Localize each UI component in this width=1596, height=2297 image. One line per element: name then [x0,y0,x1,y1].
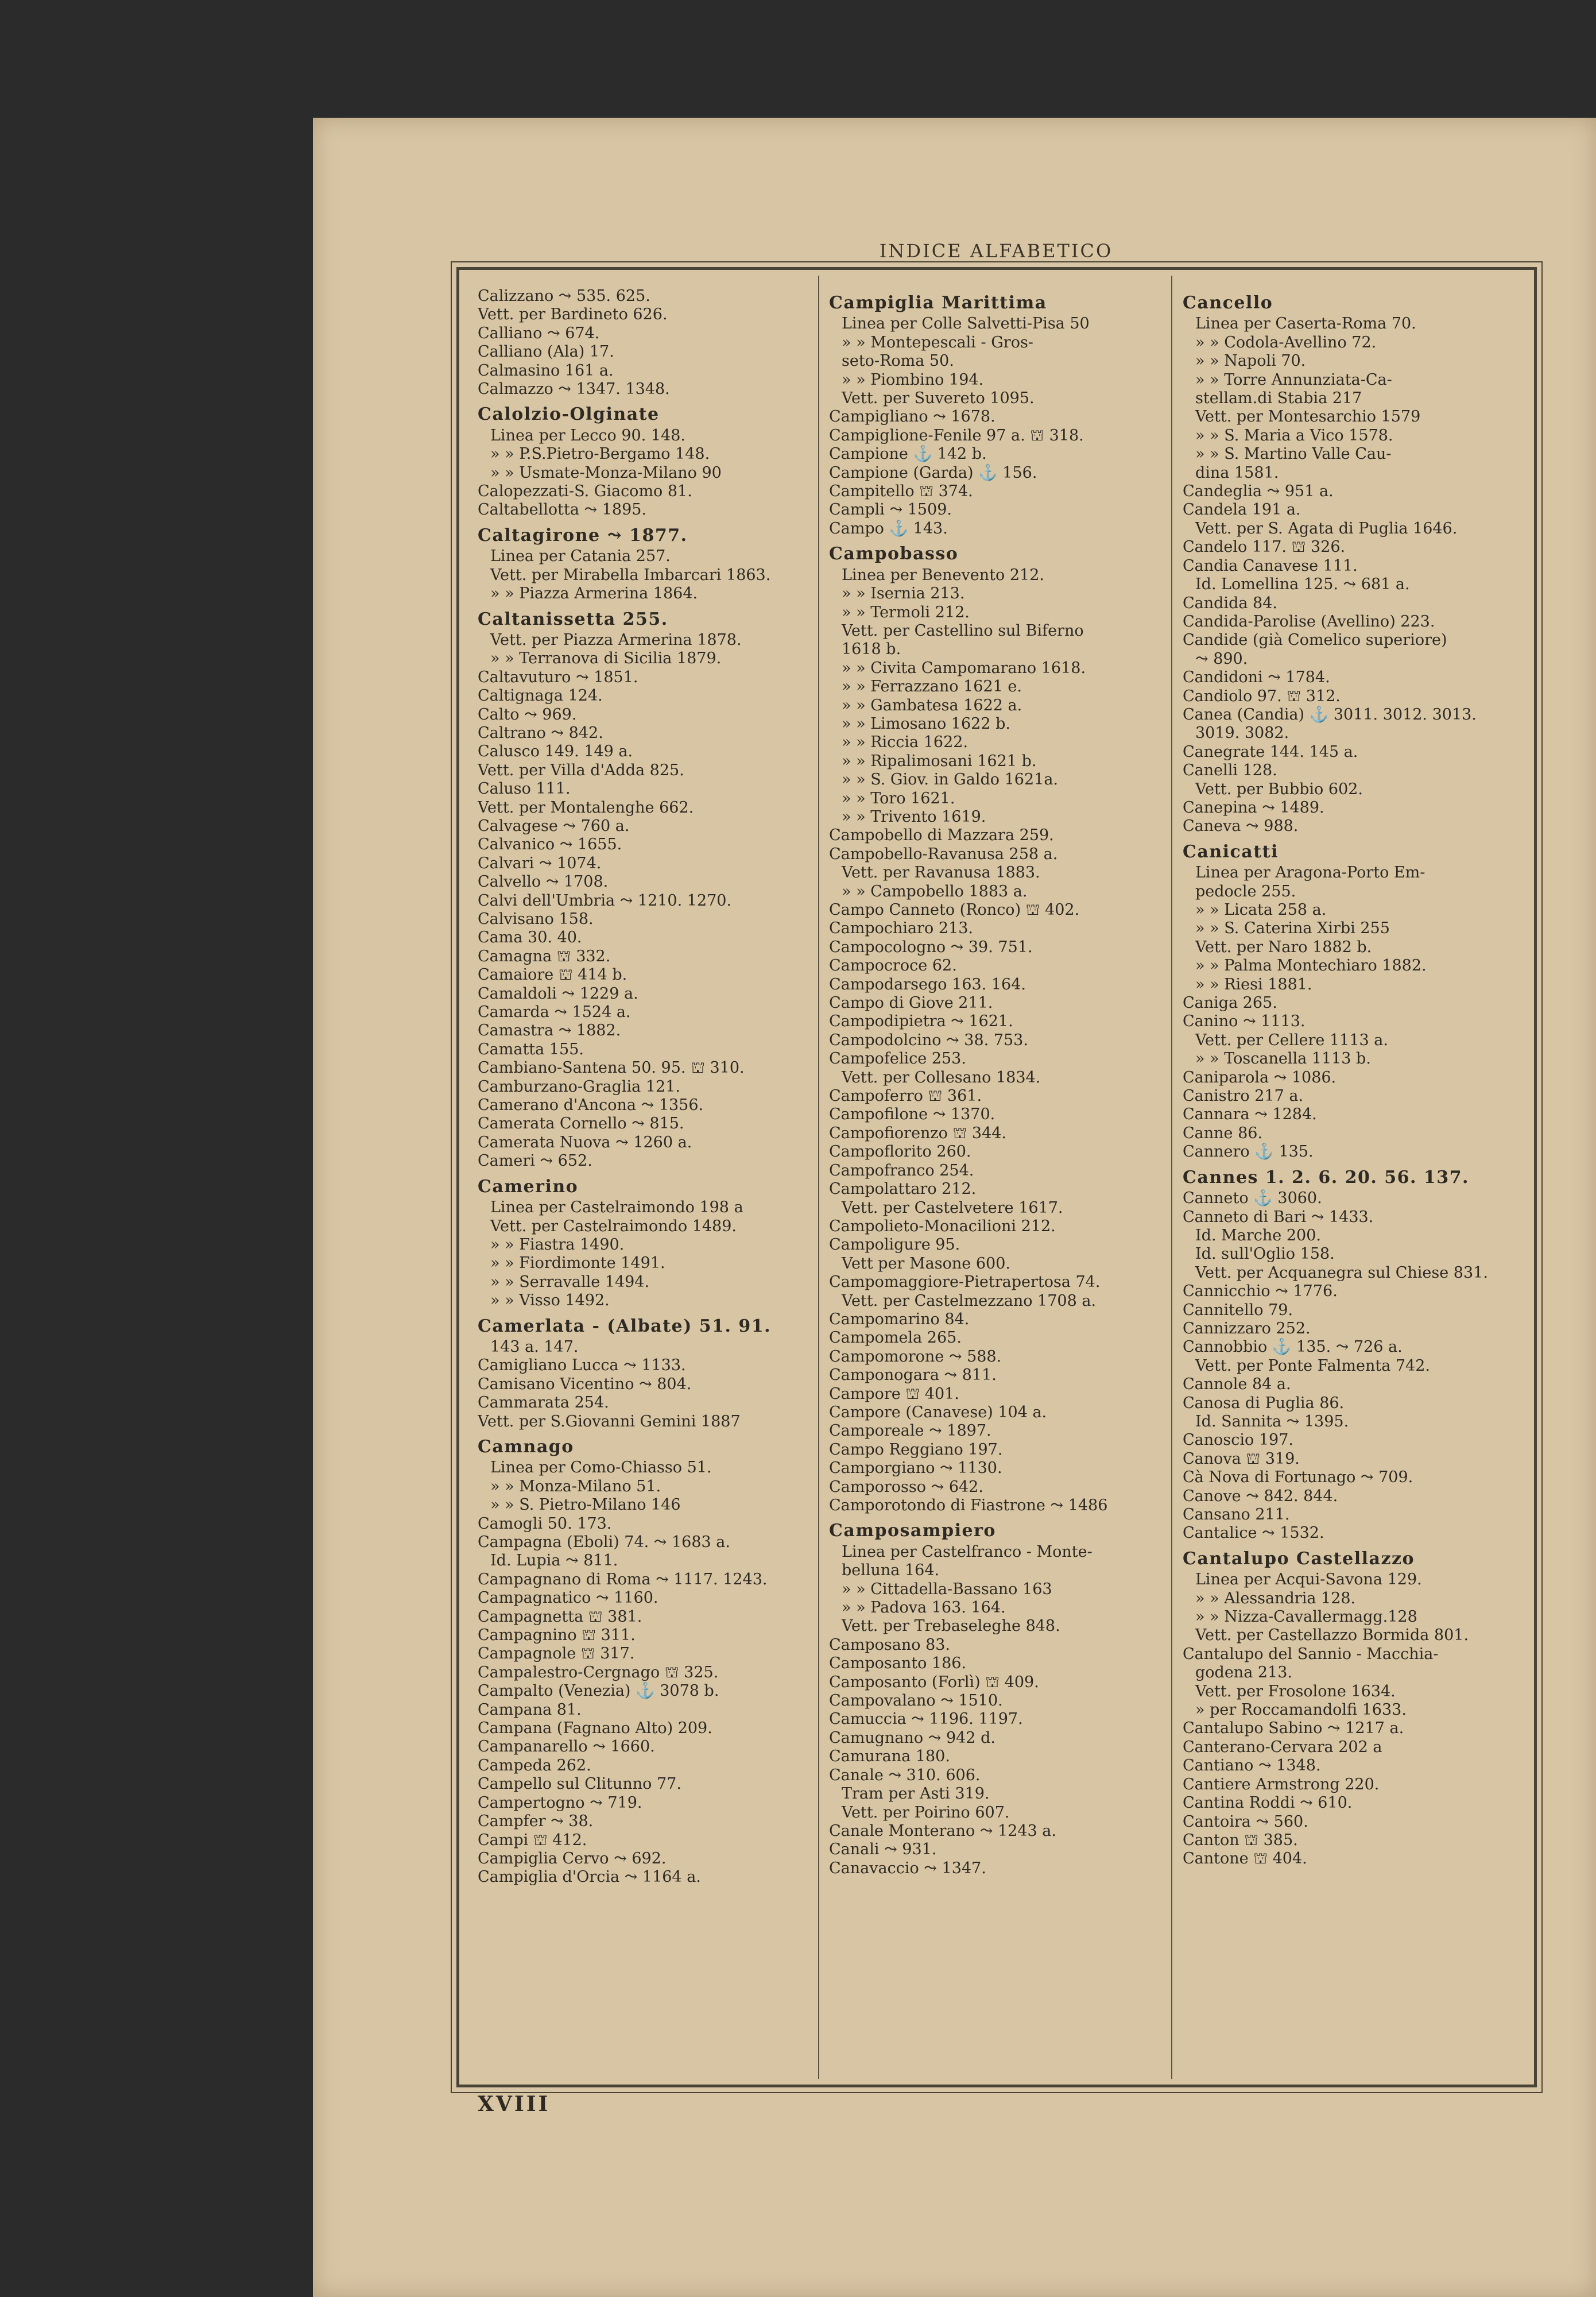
index-entry: ⤳ 890. [1195,649,1248,668]
index-entry: Campodarsego 163. 164. [829,975,1026,993]
index-entry: Id. Sannita ⤳ 1395. [1195,1412,1349,1430]
index-entry: Cambiano-Santena 50. 95. ⛫ 310. [478,1059,745,1077]
index-entry: Campli ⤳ 1509. [829,501,952,519]
index-entry: godena 213. [1195,1664,1292,1682]
index-entry: Calvagese ⤳ 760 a. [478,817,630,835]
index-heading: Canicatti [1183,842,1279,862]
index-entry: Camarda ⤳ 1524 a. [478,1003,631,1022]
index-entry: Canegrate 144. 145 a. [1183,743,1358,761]
index-entry: Campiglione-Fenile 97 a. ⛫ 318. [829,426,1084,444]
index-entry: Canistro 217 a. [1183,1087,1304,1105]
column-divider [818,276,819,2079]
index-entry: Cantone ⛫ 404. [1183,1850,1307,1868]
index-entry: Id. Lomellina 125. ⤳ 681 a. [1195,575,1410,594]
index-entry: Candelo 117. ⛫ 326. [1183,538,1346,556]
index-entry: Cantina Roddi ⤳ 610. [1183,1794,1353,1812]
index-entry: Cannara ⤳ 1284. [1183,1105,1317,1124]
index-entry: Cameri ⤳ 652. [478,1152,592,1170]
index-entry: » » S. Maria a Vico 1578. [1195,426,1393,444]
index-entry: Cannobbio ⚓ 135. ⤳ 726 a. [1183,1338,1403,1356]
index-entry: Calvi dell'Umbria ⤳ 1210. 1270. [478,891,732,910]
index-entry: » » Toscanella 1113 b. [1195,1050,1371,1068]
index-entry: Camisano Vicentino ⤳ 804. [478,1375,692,1393]
index-entry: Candia Canavese 111. [1183,556,1358,575]
index-heading: Camposampiero [829,1522,996,1541]
index-entry: Vett per Masone 600. [842,1254,1010,1273]
index-entry: Candeglia ⤳ 951 a. [1183,482,1334,501]
index-entry: Tram per Asti 319. [842,1785,990,1803]
index-entry: Campobello-Ravanusa 258 a. [829,845,1058,863]
index-entry: Vett. per Frosolone 1634. [1195,1682,1396,1700]
index-entry: Vett. per Montesarchio 1579 [1195,408,1421,426]
index-entry: Camagna ⛫ 332. [478,947,611,965]
index-entry: Calto ⤳ 969. [478,705,577,724]
index-entry: Cantiano ⤳ 1348. [1183,1757,1321,1775]
index-entry: » » Torre Annunziata-Ca- [1195,370,1392,389]
index-entry: Linea per Castelraimondo 198 a [490,1198,743,1217]
index-entry: » » Padova 163. 164. [842,1599,1006,1617]
index-entry: » » Terranova di Sicilia 1879. [490,649,722,668]
index-entry: » » S. Pietro-Milano 146 [490,1496,681,1514]
index-entry: » » Palma Montechiaro 1882. [1195,957,1427,975]
index-entry: » » S. Caterina Xirbi 255 [1195,919,1390,938]
index-entry: » » Montepescali - Gros- [842,333,1033,351]
index-entry: Campagnole ⛫ 317. [478,1645,635,1663]
index-entry: » » Alessandria 128. [1195,1589,1356,1607]
index-entry: Camporotondo di Fiastrone ⤳ 1486 [829,1496,1108,1514]
index-entry: Vett. per Castelraimondo 1489. [490,1217,737,1235]
index-entry: Campolieto-Monacilioni 212. [829,1217,1056,1235]
index-entry: » per Roccamandolfi 1633. [1195,1701,1407,1719]
index-entry: Canale ⤳ 310. 606. [829,1766,981,1784]
index-entry: Campertogno ⤳ 719. [478,1793,642,1812]
page-header: INDICE ALFABETICO [879,240,1113,262]
index-entry: Candida 84. [1183,594,1277,612]
index-entry: Candide (già Comelico superiore) [1183,631,1447,649]
index-entry: Vett. per Castellino sul Biferno [842,621,1084,640]
index-entry: Canneto di Bari ⤳ 1433. [1183,1208,1374,1226]
index-entry: Calizzano ⤳ 535. 625. [478,287,650,305]
index-entry: Linea per Catania 257. [490,547,671,566]
index-entry: Camaiore ⛫ 414 b. [478,966,627,984]
index-heading: Caltanissetta 255. [478,610,668,629]
index-entry: Camporgiano ⤳ 1130. [829,1459,1002,1478]
index-entry: Canove ⤳ 842. 844. [1183,1487,1338,1505]
index-entry: Camerano d'Ancona ⤳ 1356. [478,1096,704,1115]
index-heading: Camnago [478,1437,574,1457]
index-entry: Vett. per S. Agata di Puglia 1646. [1195,519,1458,537]
index-entry: 143 a. 147. [490,1337,579,1356]
index-entry: Calvisano 158. [478,910,594,928]
index-entry: Calvari ⤳ 1074. [478,854,602,872]
index-entry: Campalto (Venezia) ⚓ 3078 b. [478,1682,719,1700]
index-entry: Canea (Candia) ⚓ 3011. 3012. 3013. [1183,705,1477,724]
index-entry: Campofelice 253. [829,1050,966,1068]
index-entry: Canelli 128. [1183,761,1277,780]
index-entry: Cannero ⚓ 135. [1183,1143,1314,1161]
index-entry: Camuccia ⤳ 1196. 1197. [829,1710,1023,1728]
index-entry: Caluso 111. [478,780,571,798]
index-entry: Canosa di Puglia 86. [1183,1394,1345,1412]
index-entry: Camaldoli ⤳ 1229 a. [478,984,638,1003]
index-entry: Campoflorito 260. [829,1143,971,1161]
index-entry: Campeda 262. [478,1756,591,1774]
index-entry: » » Fiastra 1490. [490,1235,625,1254]
index-entry: Calliano (Ala) 17. [478,343,614,361]
index-entry: Campodolcino ⤳ 38. 753. [829,1031,1028,1049]
index-entry: Vett. per Collesano 1834. [842,1068,1041,1086]
index-entry: Campochiaro 213. [829,919,974,938]
index-entry: Candiolo 97. ⛫ 312. [1183,687,1341,705]
index-heading: Camerlata - (Albate) 51. 91. [478,1317,772,1336]
index-entry: Canton ⛫ 385. [1183,1831,1298,1849]
index-entry: 3019. 3082. [1195,724,1289,743]
page-folio: XVIII [478,2092,551,2116]
index-entry: Linea per Benevento 212. [842,566,1044,584]
index-entry: Canneto ⚓ 3060. [1183,1189,1322,1208]
index-column-2 [829,287,1168,2073]
index-entry: » » Riesi 1881. [1195,975,1312,993]
index-entry: Camurana 180. [829,1747,950,1766]
index-entry: Camposanto (Forlì) ⛫ 409. [829,1673,1039,1691]
index-entry: Vett. per Piazza Armerina 1878. [490,631,742,649]
index-entry: Campagnino ⛫ 311. [478,1626,636,1645]
index-entry: Campomarino 84. [829,1310,970,1328]
index-entry: Campomaggiore-Pietrapertosa 74. [829,1273,1101,1291]
index-entry: Cama 30. 40. [478,929,582,947]
index-entry: » » Piazza Armerina 1864. [490,585,698,603]
index-entry: Campiglia d'Orcia ⤳ 1164 a. [478,1868,701,1886]
index-heading: Campiglia Marittima [829,294,1047,313]
index-entry: Calmasino 161 a. [478,361,614,380]
index-entry: Id. sull'Oglio 158. [1195,1245,1335,1263]
index-entry: Calmazzo ⤳ 1347. 1348. [478,380,670,399]
index-entry: Calvello ⤳ 1708. [478,873,609,891]
index-entry: » » P.S.Pietro-Bergamo 148. [490,445,710,463]
index-entry: Campitello ⛫ 374. [829,482,973,501]
index-entry: Id. Marche 200. [1195,1226,1321,1244]
index-heading: Calolzio-Olginate [478,405,660,424]
index-entry: Camposanto 186. [829,1654,967,1673]
index-entry: Cannicchio ⤳ 1776. [1183,1282,1338,1301]
index-entry: Cansano 211. [1183,1506,1290,1523]
index-entry: Camerata Cornello ⤳ 815. [478,1115,684,1133]
index-entry: Id. Lupia ⤳ 811. [490,1552,618,1570]
index-entry: Cantoira ⤳ 560. [1183,1812,1308,1831]
index-entry: Canali ⤳ 931. [829,1840,937,1859]
index-entry: Canino ⤳ 1113. [1183,1012,1306,1031]
index-entry: » » Trivento 1619. [842,807,986,826]
index-entry: » » S. Martino Valle Cau- [1195,445,1392,463]
index-entry: Vett. per Villa d'Adda 825. [478,761,684,779]
index-entry: » » Ferrazzano 1621 e. [842,678,1022,696]
index-entry: Vett. per Bubbio 602. [1195,780,1363,798]
index-entry: Caltabellotta ⤳ 1895. [478,501,647,519]
index-entry: Canne 86. [1183,1124,1263,1142]
index-entry: 1618 b. [842,640,901,659]
index-entry: Campagnano di Roma ⤳ 1117. 1243. [478,1570,768,1588]
index-entry: Camburzano-Graglia 121. [478,1077,680,1096]
index-entry: Campobello di Mazzara 259. [829,826,1054,845]
index-entry: » » Ripalimosani 1621 b. [842,752,1037,770]
index-entry: Camatta 155. [478,1040,584,1058]
index-entry: Campello sul Clitunno 77. [478,1775,681,1793]
index-entry: Vett. per Montalenghe 662. [478,798,694,817]
index-entry: Calopezzati-S. Giacomo 81. [478,482,692,501]
index-entry: » » Monza-Milano 51. [490,1477,661,1495]
index-entry: Campigliano ⤳ 1678. [829,408,995,426]
index-entry: Campocroce 62. [829,957,957,975]
index-entry: Campo Reggiano 197. [829,1440,1003,1459]
index-entry: Campanarello ⤳ 1660. [478,1738,655,1756]
index-entry: Canoscio 197. [1183,1431,1293,1449]
column-divider [1171,276,1172,2079]
index-entry: Campore ⛫ 401. [829,1385,959,1403]
index-entry: Caltavuturo ⤳ 1851. [478,668,638,686]
index-entry: Vett. per Trebaseleghe 848. [842,1617,1060,1635]
index-entry: Vett. per S.Giovanni Gemini 1887 [478,1412,741,1430]
index-entry: Campione (Garda) ⚓ 156. [829,463,1037,482]
index-heading: Cancello [1183,294,1273,313]
index-heading: Camerino [478,1177,579,1197]
index-entry: » » Gambatesa 1622 a. [842,696,1022,714]
index-entry: Camugnano ⤳ 942 d. [829,1728,995,1747]
index-entry: Cannitello 79. [1183,1301,1293,1319]
index-entry: Calliano ⤳ 674. [478,324,600,342]
index-entry: Campodipietra ⤳ 1621. [829,1012,1013,1031]
index-entry: Campocologno ⤳ 39. 751. [829,938,1033,956]
index-entry: Calvanico ⤳ 1655. [478,836,622,854]
index-heading: Cantalupo Castellazzo [1183,1549,1415,1569]
index-entry: » » Codola-Avellino 72. [1195,333,1377,351]
index-entry: Camponogara ⤳ 811. [829,1366,997,1385]
index-entry: Campo di Giove 211. [829,994,993,1012]
index-entry: Campore (Canavese) 104 a. [829,1403,1047,1421]
index-entry: » » Toro 1621. [842,789,955,807]
index-entry: Campana 81. [478,1700,582,1719]
index-entry: Vett. per Castelvetere 1617. [842,1198,1063,1217]
index-entry: Campomela 265. [829,1329,962,1347]
index-entry: » » Campobello 1883 a. [842,882,1028,900]
index-column-1 [478,287,816,2073]
index-entry: » » Limosano 1622 b. [842,714,1010,733]
index-entry: Caniga 265. [1183,994,1277,1012]
index-entry: Canova ⛫ 319. [1183,1449,1300,1468]
index-entry: Vett. per Suvereto 1095. [842,389,1035,408]
index-entry: Campolattaro 212. [829,1180,977,1198]
index-entry: » » Isernia 213. [842,585,965,603]
index-entry: Campalestro-Cergnago ⛫ 325. [478,1663,719,1681]
index-entry: Candidoni ⤳ 1784. [1183,668,1330,687]
index-entry: » » Serravalle 1494. [490,1273,650,1291]
index-entry: » » Piombino 194. [842,370,984,389]
index-entry: Camerata Nuova ⤳ 1260 a. [478,1133,692,1151]
index-entry: stellam.di Stabia 217 [1195,389,1362,408]
index-entry: Cantalupo Sabino ⤳ 1217 a. [1183,1719,1404,1738]
index-entry: Linea per Lecco 90. 148. [490,426,685,444]
index-entry: pedocle 255. [1195,882,1296,900]
index-entry: Cannole 84 a. [1183,1375,1291,1394]
index-entry: Camporeale ⤳ 1897. [829,1422,991,1440]
index-entry: Campagnetta ⛫ 381. [478,1607,642,1626]
index-entry: Caniparola ⤳ 1086. [1183,1068,1337,1086]
index-entry: » » Nizza-Cavallermagg.128 [1195,1608,1417,1626]
index-heading: Cannes 1. 2. 6. 20. 56. 137. [1183,1168,1469,1188]
index-entry: Linea per Aragona-Porto Em- [1195,864,1425,882]
index-heading: Campobasso [829,545,959,564]
index-entry: Cannizzaro 252. [1183,1319,1311,1337]
index-entry: Vett. per Bardineto 626. [478,306,668,324]
index-entry: » » Fiordimonte 1491. [490,1254,665,1273]
index-entry: Campione ⚓ 142 b. [829,445,987,463]
index-entry: Linea per Castelfranco - Monte- [842,1542,1093,1561]
index-entry: Canavaccio ⤳ 1347. [829,1859,986,1877]
index-entry: » » Cittadella-Bassano 163 [842,1580,1052,1598]
index-entry: » » Visso 1492. [490,1291,610,1310]
index-entry: » » Licata 258 a. [1195,901,1327,919]
index-entry: Cammarata 254. [478,1394,609,1412]
index-entry: Campomorone ⤳ 588. [829,1347,1002,1366]
index-entry: Candela 191 a. [1183,501,1301,519]
index-entry: Campofranco 254. [829,1161,974,1180]
index-entry: Vett. per Cellere 1113 a. [1195,1031,1388,1049]
index-entry: Cantalice ⤳ 1532. [1183,1524,1324,1542]
index-entry: » » Riccia 1622. [842,733,969,752]
index-entry: Caneva ⤳ 988. [1183,817,1299,836]
index-entry: » » S. Giov. in Galdo 1621a. [842,771,1058,789]
index-entry: » » Usmate-Monza-Milano 90 [490,463,722,482]
index-entry: Campi ⛫ 412. [478,1831,587,1849]
index-entry: Canale Monterano ⤳ 1243 a. [829,1822,1056,1840]
index-entry: » » Civita Campomarano 1618. [842,659,1086,677]
index-entry: Canterano-Cervara 202 a [1183,1738,1382,1756]
index-entry: Vett. per Poirino 607. [842,1803,1010,1822]
index-heading: Caltagirone ⤳ 1877. [478,526,688,546]
index-entry: Vett. per Naro 1882 b. [1195,938,1372,956]
index-entry: Campoferro ⛫ 361. [829,1087,982,1105]
index-entry: Vett. per Castellazzo Bormida 801. [1195,1626,1469,1645]
index-entry: Camposano 83. [829,1635,951,1654]
index-entry: Campo ⚓ 143. [829,519,948,537]
index-entry: Campagna (Eboli) 74. ⤳ 1683 a. [478,1533,730,1551]
index-entry: Vett. per Ponte Falmenta 742. [1195,1356,1430,1375]
index-entry: Caltignaga 124. [478,687,603,705]
index-entry: Campofilone ⤳ 1370. [829,1105,995,1124]
index-entry: Campana (Fagnano Alto) 209. [478,1719,712,1738]
index-entry: Campovalano ⤳ 1510. [829,1692,1003,1710]
index-entry: Vett. per Castelmezzano 1708 a. [842,1291,1097,1310]
index-entry: Caltrano ⤳ 842. [478,724,603,742]
index-entry: Campfer ⤳ 38. [478,1812,594,1831]
index-entry: Candida-Parolise (Avellino) 223. [1183,612,1435,631]
index-entry: Linea per Como-Chiasso 51. [490,1459,712,1477]
index-entry: dina 1581. [1195,463,1279,482]
index-entry: Camporosso ⤳ 642. [829,1478,983,1496]
index-entry: Campo Canneto (Ronco) ⛫ 402. [829,901,1080,919]
index-entry: Canepina ⤳ 1489. [1183,798,1324,817]
index-entry: Camogli 50. 173. [478,1514,612,1533]
index-entry: Linea per Colle Salvetti-Pisa 50 [842,315,1090,333]
index-entry: Camastra ⤳ 1882. [478,1022,621,1040]
index-entry: Campofiorenzo ⛫ 344. [829,1124,1007,1142]
index-entry: Linea per Caserta-Roma 70. [1195,315,1416,333]
index-entry: Calusco 149. 149 a. [478,743,633,761]
index-entry: Vett. per Mirabella Imbarcari 1863. [490,566,771,584]
index-column-3 [1183,287,1521,2073]
index-entry: Campiglia Cervo ⤳ 692. [478,1849,667,1867]
index-entry: » » Napoli 70. [1195,352,1306,370]
index-entry: » » Termoli 212. [842,603,970,621]
index-entry: Cà Nova di Fortunago ⤳ 709. [1183,1468,1413,1487]
index-entry: belluna 164. [842,1561,940,1580]
index-entry: Campoligure 95. [829,1236,960,1254]
index-entry: Cantalupo del Sannio - Macchia- [1183,1645,1439,1663]
index-entry: seto-Roma 50. [842,352,954,370]
index-entry: Vett. per Ravanusa 1883. [842,864,1040,882]
index-entry: Camigliano Lucca ⤳ 1133. [478,1356,686,1375]
index-entry: Vett. per Acquanegra sul Chiese 831. [1195,1263,1488,1282]
index-entry: Linea per Acqui-Savona 129. [1195,1571,1422,1589]
index-entry: Campagnatico ⤳ 1160. [478,1589,658,1607]
index-entry: Cantiere Armstrong 220. [1183,1775,1380,1793]
